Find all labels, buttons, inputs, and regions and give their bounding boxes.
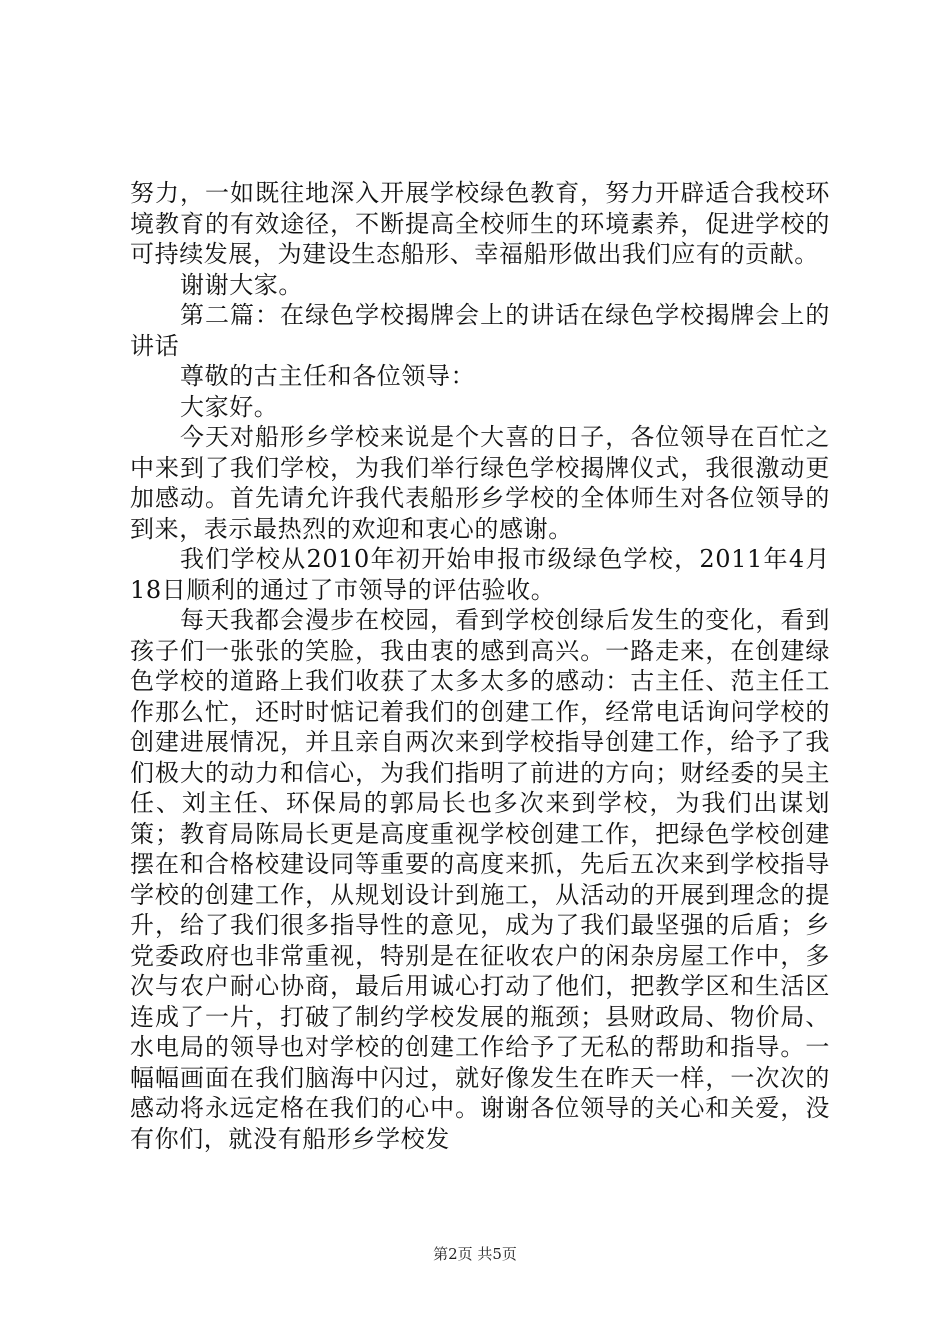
page-footer: 第2页 共5页 (433, 1245, 517, 1263)
section-heading: 第二篇：在绿色学校揭牌会上的讲话在绿色学校揭牌会上的讲话 (130, 301, 830, 360)
paragraph-8: 每天我都会漫步在校园，看到学校创绿后发生的变化，看到孩子们一张张的笑脸，我由衷的感到高兴。一路走来，在创建绿色学校的道路上我们收获了太多太多的感动：古主任、范主任工作那么忙，还时时惦记着我们的创建工作，经常电话询问学校的创建进展情况，并且亲自两次来到学校指导创建工作，给予了我们极大的动力和信心，为我们指明了前进的方向；财经委的吴主任、刘主任、环保局的郭局长也多次来到学校，为我们出谋划策；教育局陈局长更是高度重视学校创建工作，把绿色学校创建摆在和合格校建设同等重要的高度来抓，先后五次来到学校指导学校的创建工作，从规划设计到施工，从活动的开展到理念的提升，给了我们很多指导性的意见，成为了我们最坚强的后盾；乡党委政府也非常重视，特别是在征收农户的闲杂房屋工作中，多次与农户耐心协商，最后用诚心打动了他们，把教学区和生活区连成了一片，打破了制约学校发展的瓶颈；县财政局、物价局、水电局的领导也对学校的创建工作给予了无私的帮助和指导。一幅幅画面在我们脑海中闪过，就好像发生在昨天一样，一次次的感动将永远定格在我们的心中。谢谢各位领导的关心和关爱，没有你们，就没有船形乡学校发 (130, 606, 830, 1153)
paragraph-2: 谢谢大家。 (180, 270, 303, 299)
greeting: 大家好。 (180, 392, 279, 421)
paragraph-6: 今天对船形乡学校来说是个大喜的日子，各位领导在百忙之中来到了我们学校，为我们举行绿色学校揭牌仪式，我很激动更加感动。首先请允许我代表船形乡学校的全体师生对各位领导的到来，表示最热烈的欢迎和衷心的感谢。 (130, 423, 830, 543)
paragraph-7: 我们学校从2010年初开始申报市级绿色学校，2011年4月18日顺利的通过了市领导的评估验收。 (130, 545, 830, 604)
document-body (130, 178, 830, 1154)
paragraph-1: 努力，一如既往地深入开展学校绿色教育，努力开辟适合我校环境教育的有效途径，不断提高全校师生的环境素养，促进学校的可持续发展，为建设生态船形、幸福船形做出我们应有的贡献。 (130, 179, 830, 268)
salutation: 尊敬的古主任和各位领导： (180, 362, 476, 390)
